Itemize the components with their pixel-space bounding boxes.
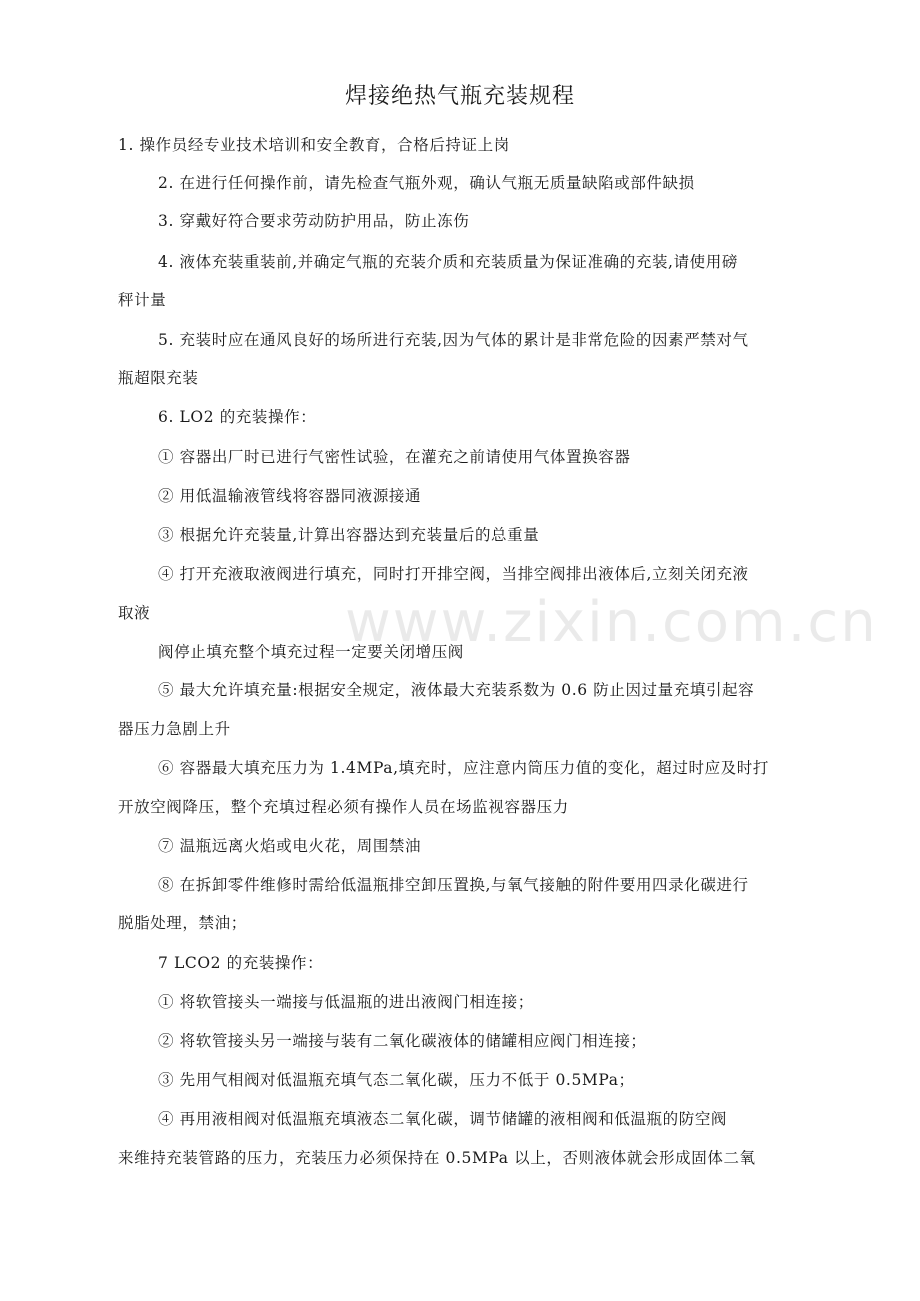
paragraph-line: ④ 再用液相阀对低温瓶充填液态二氧化碳，调节储罐的液相阀和低温瓶的防空阀 [158,1110,728,1128]
paragraph-line: 来维持充装管路的压力，充装压力必须保持在 0.5MPa 以上，否则液体就会形成固体二氧 [118,1149,756,1167]
paragraph-line: ⑤ 最大允许填充量:根据安全规定，液体最大充装系数为 0.6 防止因过量充填引起容 [158,681,755,699]
paragraph-line: ① 容器出厂时已进行气密性试验，在灌充之前请使用气体置换容器 [158,448,631,466]
paragraph-line: ② 将软管接头另一端接与装有二氧化碳液体的储罐相应阀门相连接； [158,1032,647,1050]
paragraph-line: ③ 先用气相阀对低温瓶充填气态二氧化碳，压力不低于 0.5MPa； [158,1071,635,1089]
paragraph-line: 阀停止填充整个填充过程一定要关闭增压阀 [158,643,464,661]
paragraph-line: 瓶超限充装 [118,369,199,387]
paragraph-line: 脱脂处理，禁油； [118,914,247,932]
paragraph-line: 取液 [118,604,151,622]
paragraph-line: 秤计量 [118,291,167,309]
paragraph-line: 7 LCO2 的充装操作： [158,954,324,972]
paragraph-line: 开放空阀降压，整个充填过程必须有操作人员在场监视容器压力 [118,798,569,816]
paragraph-line: ③ 根据允许充装量,计算出容器达到充装量后的总重量 [158,526,540,544]
paragraph-line: ⑦ 温瓶远离火焰或电火花，周围禁油 [158,837,422,855]
paragraph-line: 2. 在进行任何操作前，请先检查气瓶外观，确认气瓶无质量缺陷或部件缺损 [158,174,695,192]
paragraph-line: 4. 液体充装重装前,并确定气瓶的充装介质和充装质量为保证准确的充装,请使用磅 [158,253,738,271]
paragraph-line: 5. 充装时应在通风良好的场所进行充装,因为气体的累计是非常危险的因素严禁对气 [158,331,749,349]
paragraph-line: 6. LO2 的充装操作： [158,408,317,426]
watermark: www.zixin.com.cn [345,590,878,655]
paragraph-line: ④ 打开充液取液阀进行填充，同时打开排空阀，当排空阀排出液体后,立刻关闭充液 [158,565,749,583]
paragraph-line: 器压力急剧上升 [118,720,231,738]
paragraph-line: 1. 操作员经专业技术培训和安全教育，合格后持证上岗 [118,136,510,154]
paragraph-line: 3. 穿戴好符合要求劳动防护用品，防止冻伤 [158,212,470,230]
document-title: 焊接绝热气瓶充装规程 [344,84,575,109]
paragraph-line: ⑥ 容器最大填充压力为 1.4MPa,填充时，应注意内筒压力值的变化，超过时应及时打 [158,759,769,777]
paragraph-line: ① 将软管接头一端接与低温瓶的进出液阀门相连接； [158,993,534,1011]
paragraph-line: ⑧ 在拆卸零件维修时需给低温瓶排空卸压置换,与氧气接触的附件要用四录化碳进行 [158,876,749,894]
paragraph-line: ② 用低温输液管线将容器同液源接通 [158,487,422,505]
